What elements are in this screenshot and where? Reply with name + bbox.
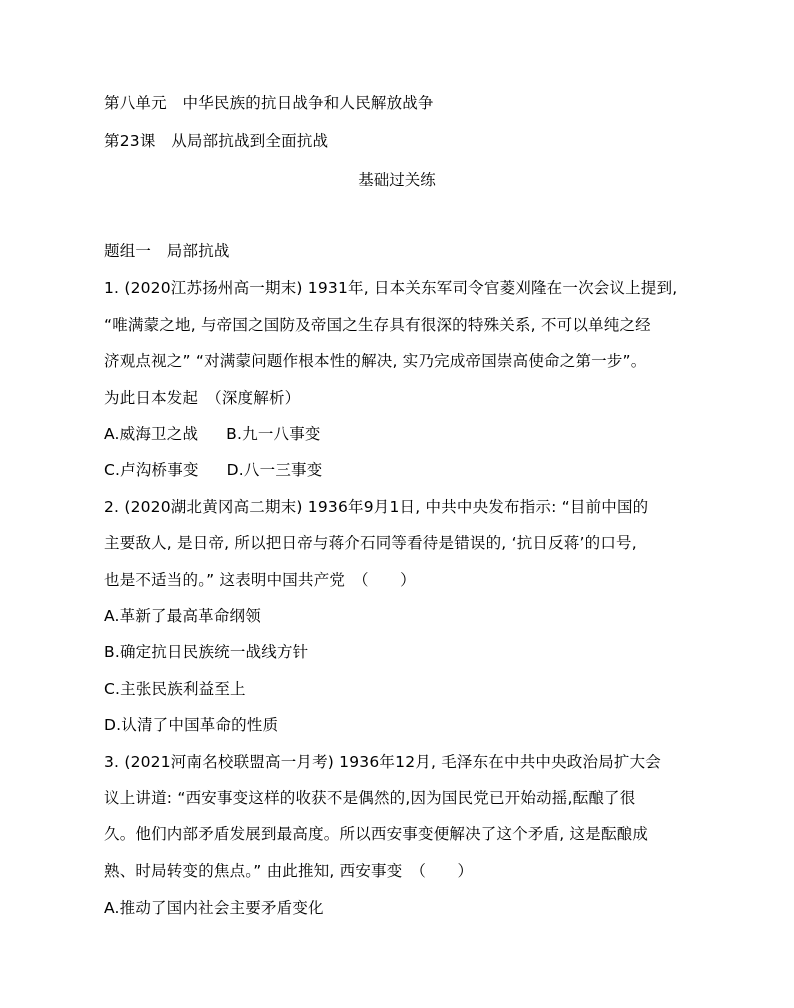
question-line: 也是不适当的。” 这表明中国共产党 （ ） xyxy=(104,571,416,589)
option-b[interactable]: B.九一八事变 xyxy=(226,425,321,443)
question-line: 熟、时局转变的焦点。” 由此推知, 西安事变 （ ） xyxy=(104,862,474,880)
unit-title: 第八单元 中华民族的抗日战争和人民解放战争 xyxy=(104,94,434,112)
question-line: 久。他们内部矛盾发展到最高度。所以西安事变便解决了这个矛盾, 这是酝酿成 xyxy=(104,825,649,843)
option-d[interactable]: D.认清了中国革命的性质 xyxy=(104,716,279,734)
question-line: 3. (2021河南名校联盟高一月考) 1936年12月, 毛泽东在中共中央政治局扩大会 xyxy=(104,753,662,771)
lesson-title: 第23课 从局部抗战到全面抗战 xyxy=(104,132,329,150)
option-row xyxy=(104,459,322,481)
option-a[interactable]: A.推动了国内社会主要矛盾变化 xyxy=(104,899,324,917)
option-a[interactable]: A.威海卫之战 xyxy=(104,425,199,443)
question-line: 主要敌人, 是日帝, 所以把日帝与蒋介石同等看待是错误的, ‘抗日反蒋’的口号, xyxy=(104,534,637,552)
option-d[interactable]: D.八一三事变 xyxy=(226,461,323,479)
group-title: 题组一 局部抗战 xyxy=(104,242,230,260)
option-a[interactable]: A.革新了最高革命纲领 xyxy=(104,607,261,625)
question-line: 为此日本发起 （深度解析） xyxy=(104,389,301,407)
section-title: 基础过关练 xyxy=(358,171,436,189)
question-line: 1. (2020江苏扬州高一期末) 1931年, 日本关东军司令官菱刈隆在一次会议上提到, xyxy=(104,279,678,297)
option-b[interactable]: B.确定抗日民族统一战线方针 xyxy=(104,643,309,661)
question-line: 济观点视之” “对满蒙问题作根本性的解决, 实乃完成帝国崇高使命之第一步”。 xyxy=(104,352,647,370)
option-c[interactable]: C.主张民族利益至上 xyxy=(104,680,246,698)
option-row xyxy=(104,423,321,445)
question-line: “唯满蒙之地, 与帝国之国防及帝国之生存具有很深的特殊关系, 不可以单纯之经 xyxy=(104,316,651,334)
option-c[interactable]: C.卢沟桥事变 xyxy=(104,461,199,479)
question-line: 2. (2020湖北黄冈高二期末) 1936年9月1日, 中共中央发布指示: “目前中国的 xyxy=(104,498,649,516)
question-line: 议上讲道: “西安事变这样的收获不是偶然的,因为国民党已开始动摇,酝酿了很 xyxy=(104,789,636,807)
